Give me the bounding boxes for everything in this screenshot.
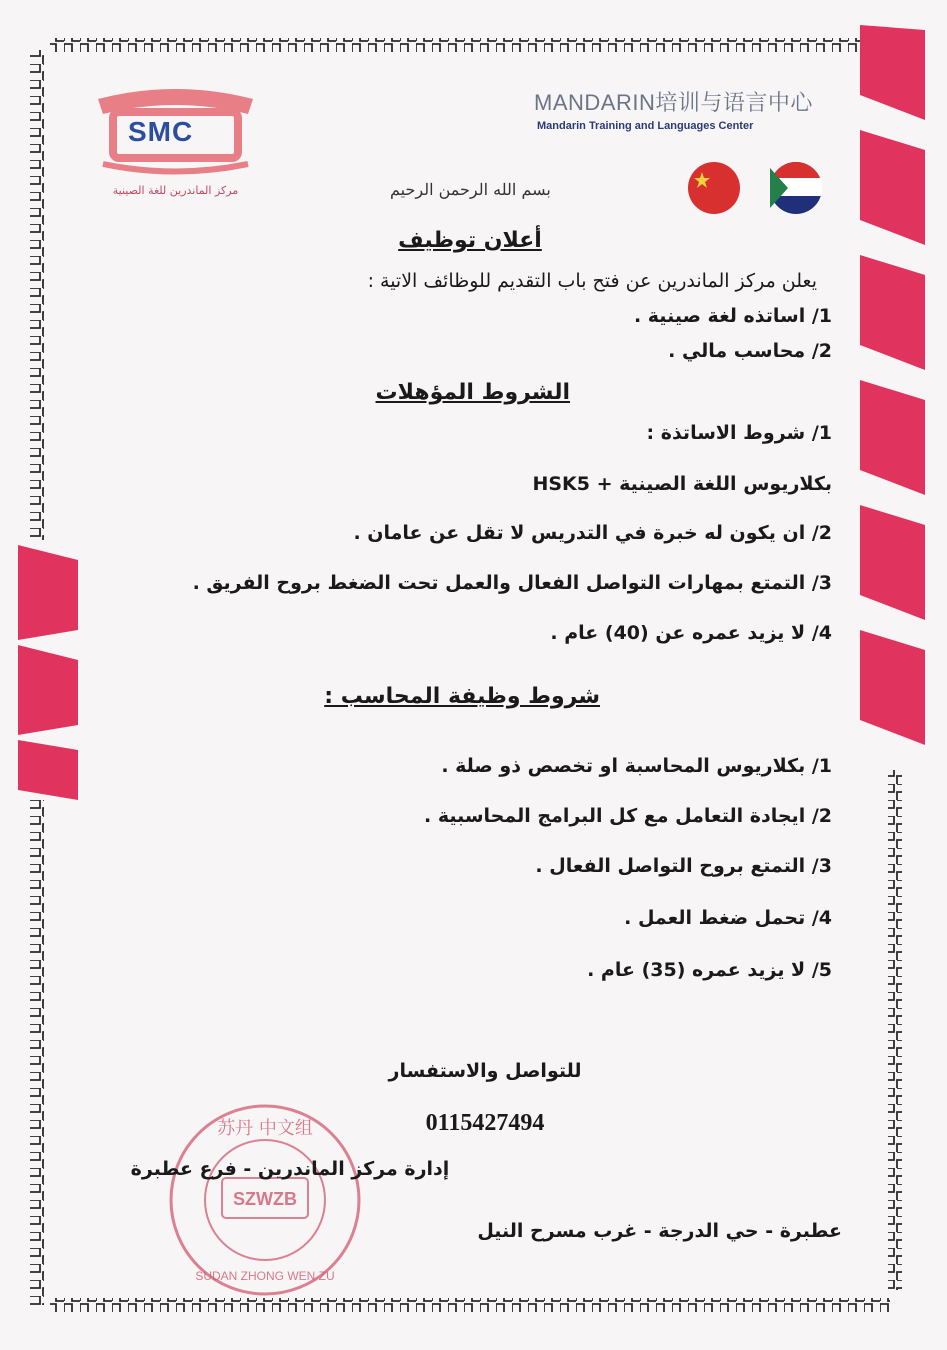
contact-phone: 0115427494 bbox=[425, 1110, 545, 1136]
accountant-condition-4: 4/ تحمل ضغط العمل . bbox=[624, 907, 832, 929]
stamp-bottom-text: SUDAN ZHONG WEN ZU bbox=[195, 1269, 335, 1283]
stamp-top-text: 苏丹 中文组 bbox=[217, 1118, 313, 1139]
center-stamp bbox=[160, 1100, 370, 1300]
teacher-condition-4: 4/ لا يزيد عمره عن (40) عام . bbox=[550, 622, 832, 644]
accountant-title: شروط وظيفة المحاسب : bbox=[324, 684, 600, 709]
accountant-condition-3: 3/ التمتع بروح التواصل الفعال . bbox=[535, 855, 832, 877]
teacher-condition-2: 2/ ان يكون له خبرة في التدريس لا تقل عن عامان . bbox=[353, 522, 832, 544]
sudan-flag-icon bbox=[770, 162, 822, 214]
announcement-intro: يعلن مركز الماندرين عن فتح باب التقديم للوظائف الاتية : bbox=[367, 270, 817, 292]
smc-logo-text: SMC bbox=[128, 116, 194, 147]
address: عطبرة - حي الدرجة - غرب مسرح النيل bbox=[477, 1220, 842, 1242]
basmala: بسم الله الرحمن الرحيم bbox=[390, 180, 551, 199]
management-branch: إدارة مركز الماندرين - فرع عطبرة bbox=[130, 1158, 450, 1180]
job-item-1: 1/ اساتذه لغة صينية . bbox=[633, 305, 832, 327]
job-item-2: 2/ محاسب مالي . bbox=[668, 340, 832, 362]
center-name: MANDARIN培训与语言中心 bbox=[534, 90, 813, 115]
china-flag-icon bbox=[688, 162, 740, 214]
smc-logo-subtitle: مركز الماندرين للغة الصينية bbox=[112, 184, 239, 197]
qualifications-title: الشروط المؤهلات bbox=[375, 380, 570, 405]
accountant-condition-1: 1/ بكلاريوس المحاسبة او تخصص ذو صلة . bbox=[441, 755, 832, 777]
flags bbox=[688, 160, 828, 216]
teacher-condition-1: بكلاريوس اللغة الصينية + HSK5 bbox=[532, 473, 832, 495]
announcement-title: أعلان توظيف bbox=[398, 228, 542, 253]
accountant-condition-5: 5/ لا يزيد عمره (35) عام . bbox=[587, 959, 832, 981]
contact-label: للتواصل والاستفسار bbox=[388, 1060, 582, 1082]
stamp-center-text: SZWZB bbox=[233, 1189, 297, 1209]
accountant-condition-2: 2/ ايجادة التعامل مع كل البرامج المحاسبية . bbox=[424, 805, 832, 827]
smc-logo bbox=[88, 84, 268, 214]
teacher-conditions-heading: 1/ شروط الاساتذة : bbox=[646, 422, 832, 444]
center-name-english: Mandarin Training and Languages Center bbox=[537, 120, 754, 132]
teacher-condition-3: 3/ التمتع بمهارات التواصل الفعال والعمل تحت الضغط بروح الفريق . bbox=[192, 572, 832, 594]
